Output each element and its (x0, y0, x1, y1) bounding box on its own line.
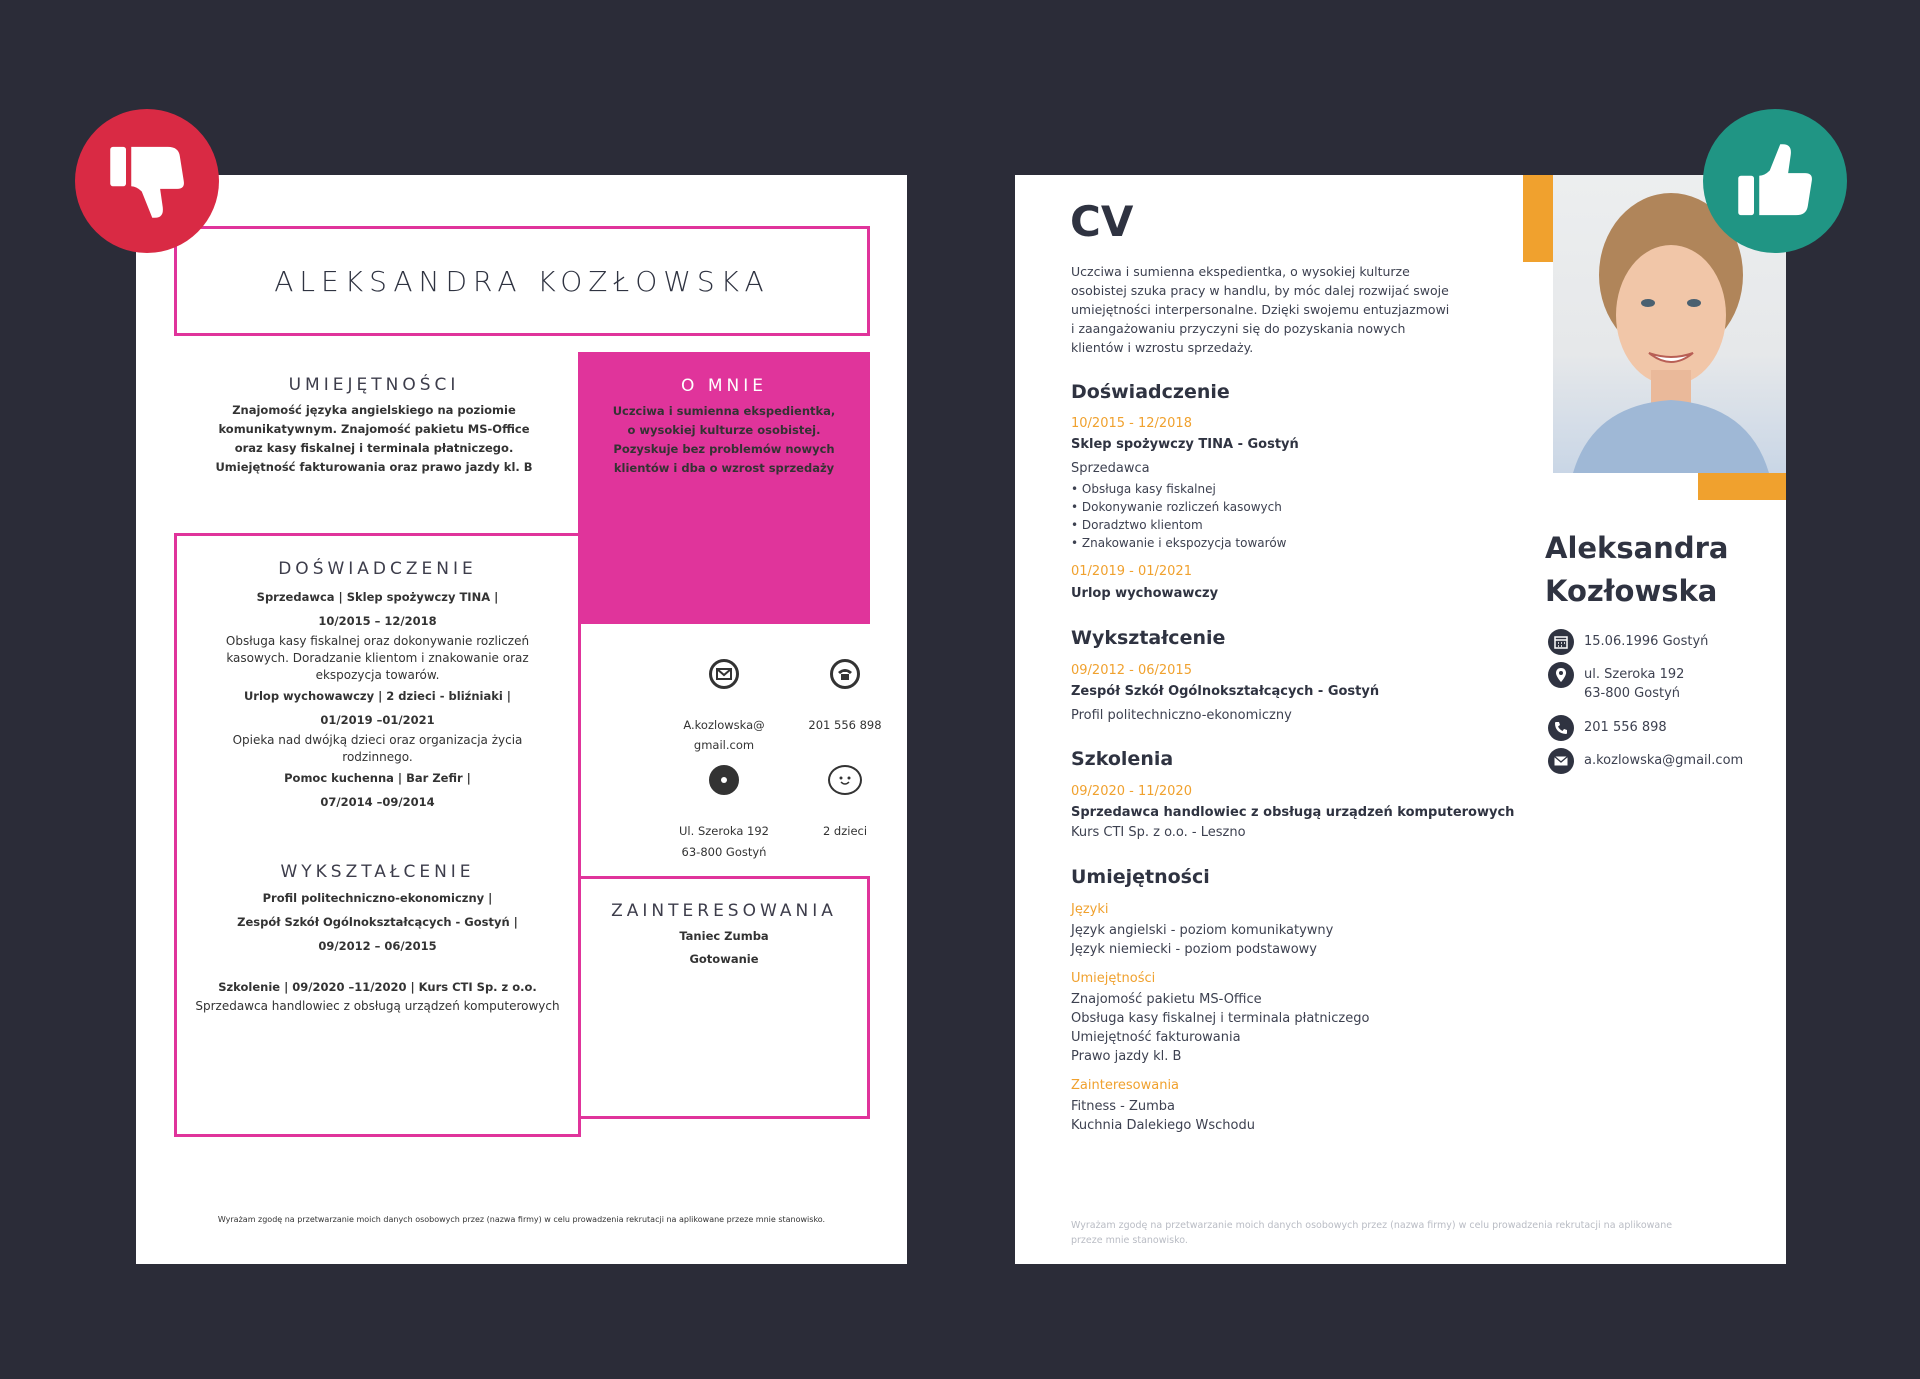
orange-accent-bottom (1698, 473, 1786, 500)
bad-job2-desc: Opieka nad dwójką dzieci oraz organizacja życia rodzinnego. (232, 733, 523, 764)
bad-cv-name: ALEKSANDRA KOZŁOWSKA (274, 264, 770, 298)
good-birth-text: 15.06.1996 Gostyń (1584, 634, 1709, 649)
bad-skills-text: Znajomość języka angielskiego na poziomie komunikatywnym. Znajomość pakietu MS-Office oraz kasy fiskalnej i terminala płatniczego. Umiejętność fakturowania oraz prawo jazdy kl. B (215, 403, 533, 474)
good-language-2: Język niemiecki - poziom podstawowy (1071, 942, 1317, 957)
bad-address-text: Ul. Szeroka 192 63-800 Gostyń (679, 824, 769, 859)
good-job1-bullet-3: • Doradztwo klientom (1071, 518, 1203, 532)
bad-consent: Wyrażam zgodę na przetwarzanie moich danych osobowych przez (nazwa firmy) w celu prowadzenia rekrutacji na aplikowane przeze mnie stanowisko. (217, 1215, 826, 1224)
bad-phone-text: 201 556 898 (808, 718, 882, 732)
bad-edu-line3: 09/2012 – 06/2015 (318, 939, 437, 953)
bad-edu-line1: Profil politechniczno-ekonomiczny | (262, 891, 493, 905)
good-contact-email (1548, 748, 1743, 774)
bad-about-heading: O MNIE (681, 376, 767, 396)
bad-kids-text: 2 dzieci (822, 824, 868, 838)
thumbs-down-icon (105, 139, 189, 223)
good-cv-page (1015, 175, 1786, 1264)
good-edu-dates: 09/2012 - 06/2015 (1071, 663, 1192, 678)
good-job1-dates: 10/2015 - 12/2018 (1071, 416, 1192, 431)
thumbs-down-badge (75, 109, 219, 253)
bad-cv-page (136, 175, 907, 1264)
good-job1-bullet-1: • Obsługa kasy fiskalnej (1071, 482, 1216, 496)
good-job1-company: Sklep spożywczy TINA - Gostyń (1071, 437, 1299, 452)
good-email-text: a.kozlowska@gmail.com (1584, 753, 1744, 768)
good-job1-bullet-4: • Znakowanie i ekspozycja towarów (1071, 536, 1287, 550)
orange-accent-top (1523, 175, 1553, 262)
bad-experience-section (184, 559, 571, 814)
bad-job1-desc: Obsługa kasy fiskalnej oraz dokonywanie rozliczeń kasowych. Doradzanie klientom i znakowanie oraz ekspozycja towarów. (225, 634, 530, 682)
bad-contact-phone (765, 639, 925, 755)
phone-icon (1548, 715, 1574, 741)
good-edu-profile: Profil politechniczno-ekonomiczny (1071, 708, 1292, 723)
good-skill-1: Znajomość pakietu MS-Office (1071, 992, 1262, 1007)
good-skill-3: Umiejętność fakturowania (1071, 1030, 1241, 1045)
good-job1-bullet-2: • Dokonywanie rozliczeń kasowych (1071, 500, 1282, 514)
good-cv-title: CV (1070, 197, 1134, 246)
location-pin-icon (1548, 662, 1574, 688)
good-education-heading: Wykształcenie (1071, 627, 1226, 649)
good-name-first: Aleksandra (1545, 531, 1729, 565)
good-job1-role: Sprzedawca (1071, 461, 1150, 476)
bad-interests-items: Taniec Zumba Gotowanie (679, 929, 769, 966)
good-name (1545, 527, 1728, 613)
good-trainings-heading: Szkolenia (1071, 748, 1174, 770)
good-languages-label: Języki (1071, 902, 1109, 917)
baby-face-icon (828, 765, 862, 795)
name-box (174, 226, 870, 336)
good-phone-text: 201 556 898 (1584, 720, 1667, 735)
bad-experience-heading: DOŚWIADCZENIE (278, 559, 477, 579)
bad-contact-kids (765, 745, 925, 861)
bad-interests-heading: ZAINTERESOWANIA (611, 901, 837, 921)
good-language-1: Język angielski - poziom komunikatywny (1071, 923, 1334, 938)
good-job2-dates: 01/2019 - 01/2021 (1071, 564, 1192, 579)
bad-skills-section (174, 375, 574, 477)
bad-job1-title: Sprzedawca | Sklep spożywczy TINA | (256, 590, 499, 604)
bad-skills-heading: UMIEJĘTNOŚCI (288, 375, 460, 395)
thumbs-up-badge (1703, 109, 1847, 253)
good-training-title: Sprzedawca handlowiec z obsługą urządzeń komputerowych (1071, 805, 1515, 820)
good-interests-label: Zainteresowania (1071, 1078, 1180, 1093)
bad-email-text: A.kozlowska@ gmail.com (683, 718, 765, 752)
bad-job3-title: Pomoc kuchenna | Bar Zefir | (284, 771, 471, 785)
good-training-org: Kurs CTI Sp. z o.o. - Leszno (1071, 825, 1246, 840)
good-skills-label: Umiejętności (1071, 971, 1156, 986)
good-contact-phone (1548, 715, 1667, 741)
good-skill-4: Prawo jazdy kl. B (1071, 1049, 1182, 1064)
good-edu-school: Zespół Szkół Ogólnokształcących - Gostyń (1071, 684, 1380, 699)
good-job2-title: Urlop wychowawczy (1071, 586, 1219, 601)
bad-interests-box (578, 876, 870, 1119)
bad-education-section (184, 862, 571, 1015)
good-skill-2: Obsługa kasy fiskalnej i terminala płatniczego (1071, 1011, 1370, 1026)
bad-education-heading: WYKSZTAŁCENIE (280, 862, 475, 882)
good-summary: Uczciwa i sumienna ekspedientka, o wysokiej kulturze osobistej szuka pracy w handlu, by móc dalej rozwijać swoje umiejętności interpersonalne. Dzięki swojemu entuzjazmowi i zaangażowaniu przyczyni się do pozyskania nowych klientów i wzrostu sprzedaży. (1071, 264, 1450, 355)
good-skills-heading: Umiejętności (1071, 866, 1210, 888)
envelope-icon (1548, 748, 1574, 774)
good-contact-birth (1548, 629, 1708, 655)
bad-training: Szkolenie | 09/2020 –11/2020 | Kurs CTI Sp. z o.o. (218, 980, 537, 994)
phone-icon (830, 659, 860, 689)
good-consent: Wyrażam zgodę na przetwarzanie moich danych osobowych przez (nazwa firmy) w celu prowadzenia rekrutacji na aplikowane przeze mnie stanowisko. (1071, 1220, 1673, 1246)
bad-edu-line2: Zespół Szkół Ogólnokształcących - Gostyń | (237, 915, 518, 929)
calendar-icon (1548, 629, 1574, 655)
envelope-icon (709, 659, 739, 689)
bad-about-text: Uczciwa i sumienna ekspedientka, o wysokiej kulturze osobistej. Pozyskuje bez problemów nowych klientów i dba o wzrost sprzedaży (612, 404, 836, 475)
bad-job1-dates: 10/2015 – 12/2018 (318, 614, 437, 628)
good-training-dates: 09/2020 - 11/2020 (1071, 784, 1192, 799)
thumbs-up-icon (1733, 139, 1817, 223)
bad-job2-dates: 01/2019 –01/2021 (320, 713, 435, 727)
bad-job3-dates: 07/2014 –09/2014 (320, 795, 435, 809)
bad-training-desc: Sprzedawca handlowiec z obsługą urządzeń komputerowych (195, 999, 560, 1013)
good-experience-heading: Doświadczenie (1071, 381, 1230, 403)
good-interest-2: Kuchnia Dalekiego Wschodu (1071, 1118, 1255, 1133)
bad-job2-title: Urlop wychowawczy | 2 dzieci - bliźniaki | (243, 689, 512, 703)
good-contact-address (1548, 662, 1684, 703)
good-name-last: Kozłowska (1545, 574, 1718, 608)
good-interest-1: Fitness - Zumba (1071, 1099, 1176, 1114)
good-address-text: ul. Szeroka 192 63-800 Gostyń (1584, 667, 1685, 701)
bad-about-block (578, 352, 870, 624)
location-pin-icon (709, 765, 739, 795)
